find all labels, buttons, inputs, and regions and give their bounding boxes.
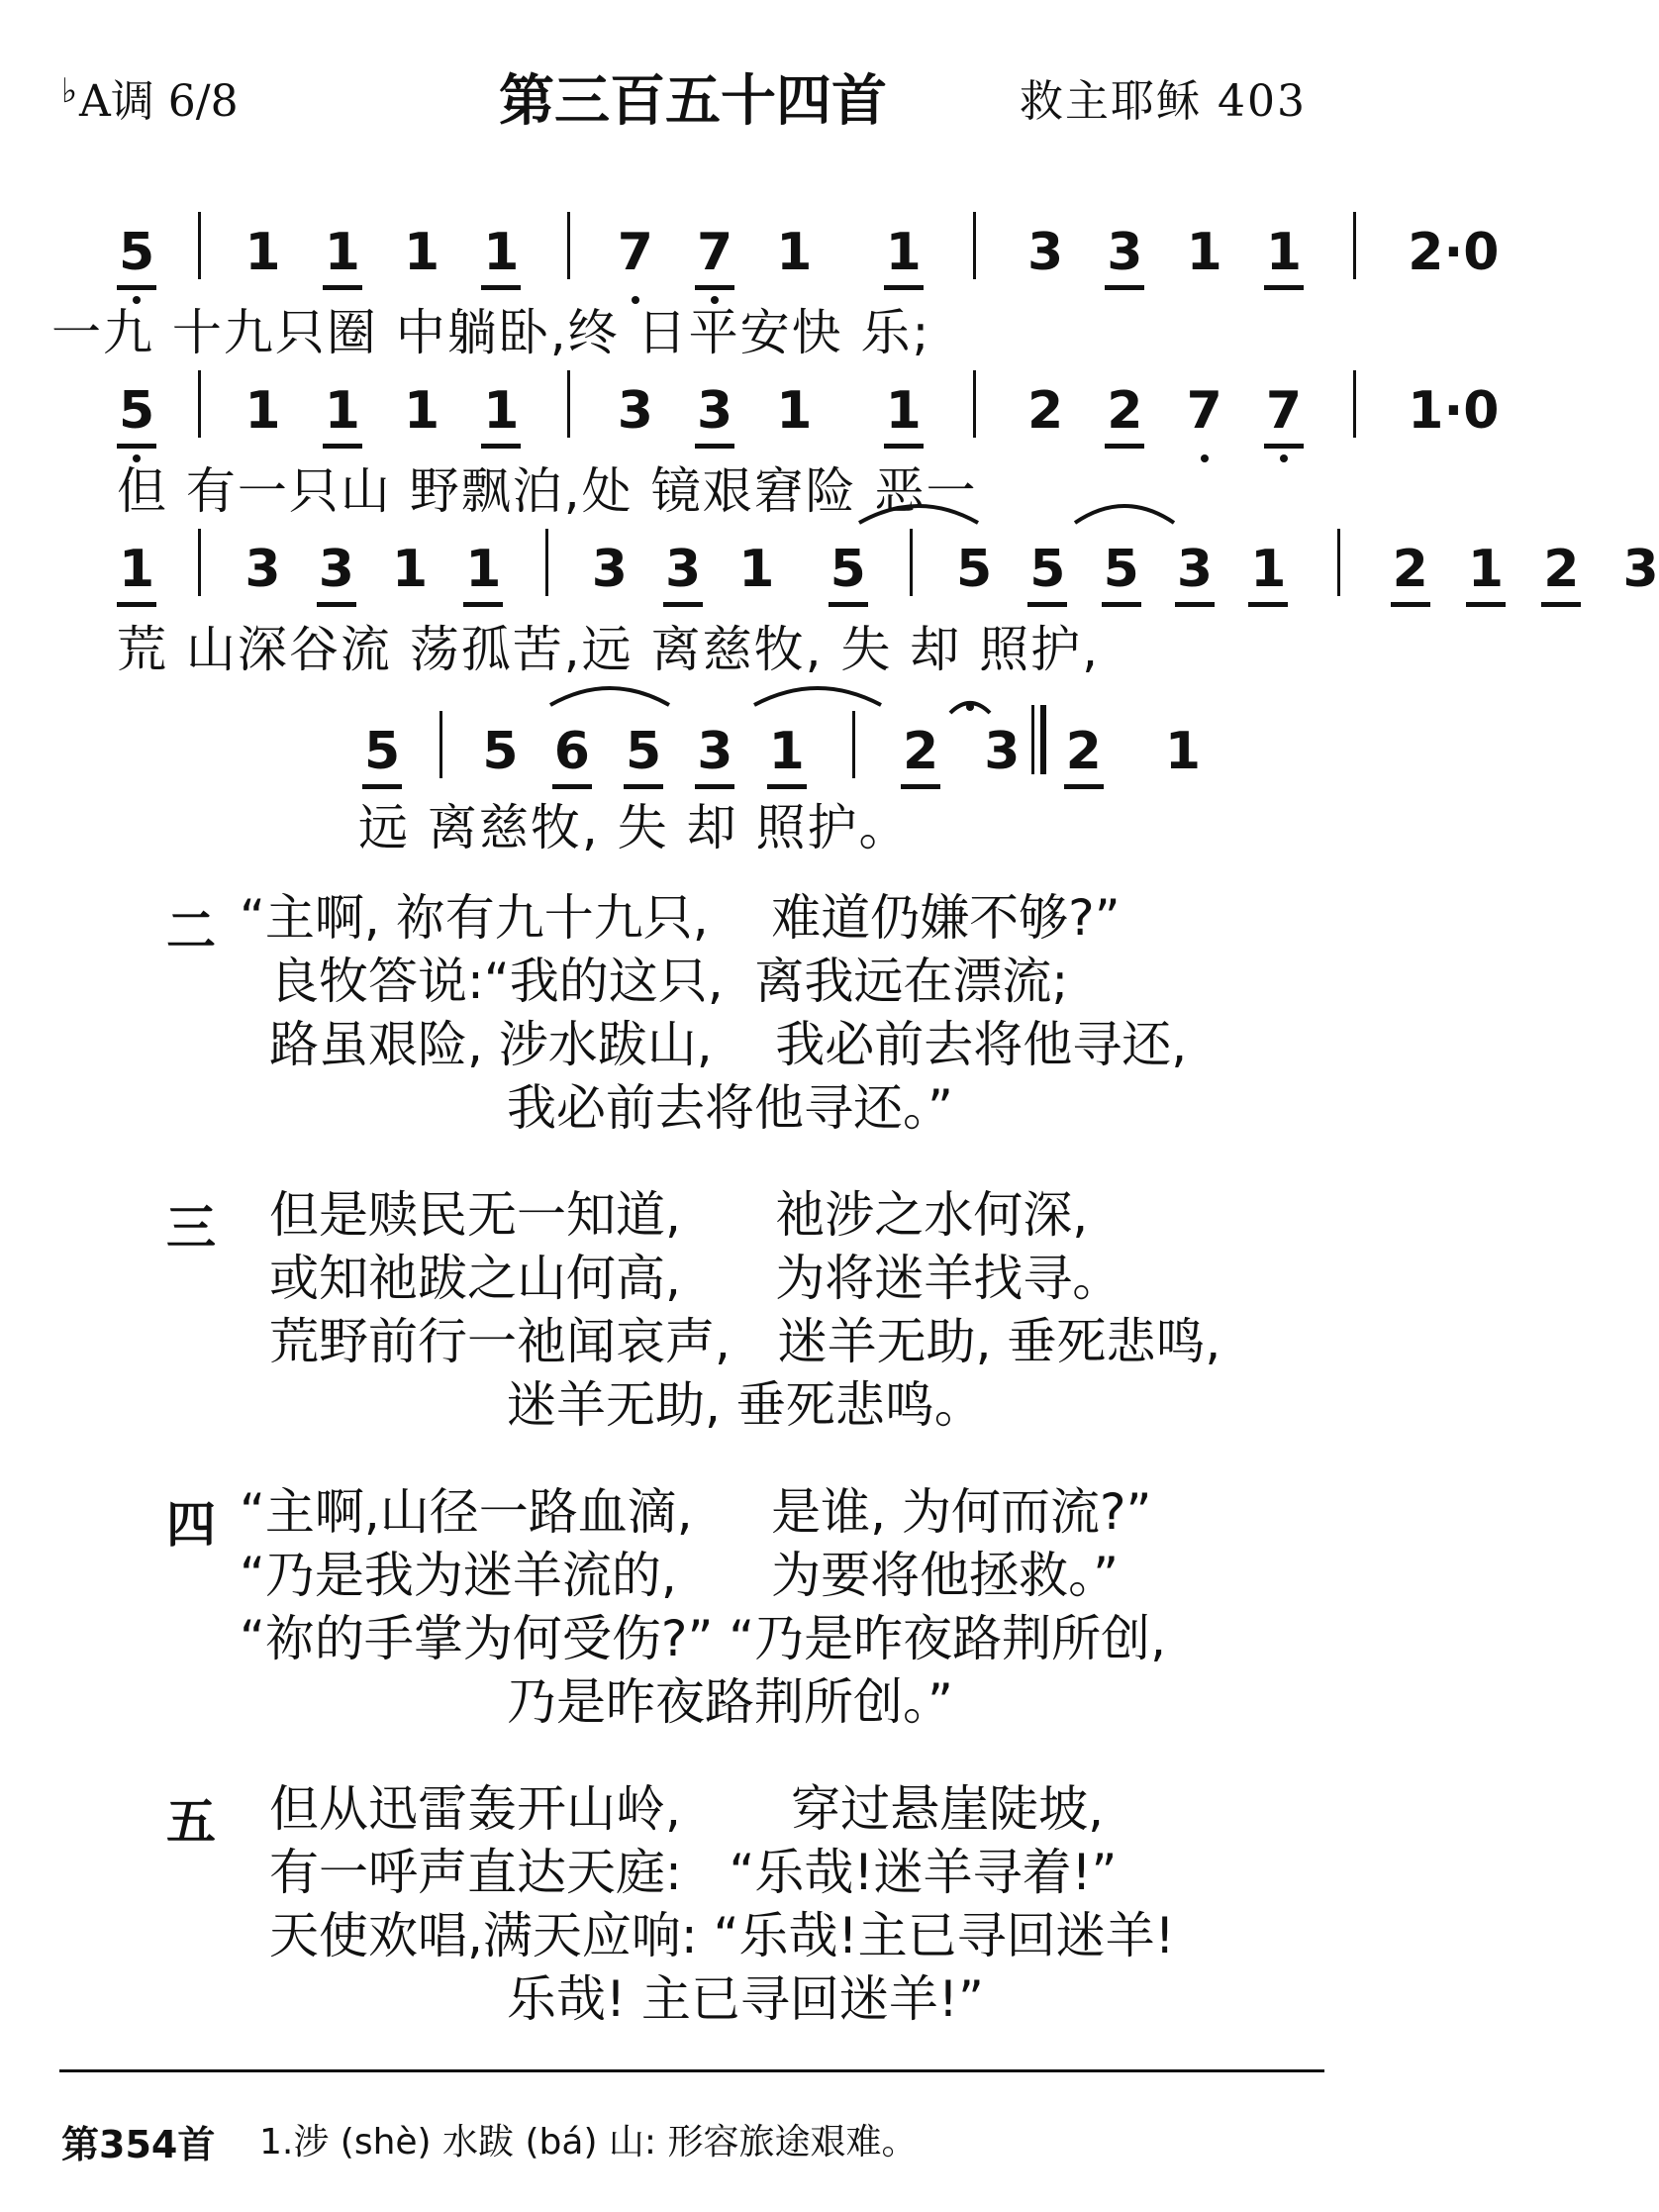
verse-line: “主啊, 祢有九十九只, 难道仍嫌不够?”	[240, 889, 1121, 947]
verse-line: “祢的手掌为何受伤?” “乃是昨夜路荆所创,	[240, 1610, 1167, 1667]
note: 1	[1250, 540, 1287, 599]
footer-hymn-number: 第354首	[61, 2123, 216, 2166]
note: 1	[119, 540, 155, 599]
slurs	[0, 0, 1386, 792]
note: 3	[1622, 540, 1659, 599]
lyrics-line-4: 远 离慈牧, 失 却 照护。	[358, 799, 911, 856]
hymn-title: 第三百五十四首	[499, 69, 887, 134]
note: 3	[244, 540, 281, 599]
note: 3	[697, 722, 733, 781]
slur	[550, 688, 669, 705]
note: 1	[324, 223, 360, 282]
note: 5	[956, 540, 993, 599]
verse-line: 乃是昨夜路荆所创。”	[507, 1673, 953, 1731]
verse-line: 我必前去将他寻还。”	[507, 1079, 953, 1137]
note: 1·0	[1408, 381, 1500, 441]
note: 7	[1265, 381, 1303, 441]
note: 2·0	[1408, 223, 1500, 282]
slur	[859, 506, 978, 523]
note: 1	[244, 381, 281, 441]
note: 5	[482, 722, 519, 781]
note: 5	[1029, 540, 1066, 599]
note: 2	[1392, 540, 1428, 599]
note: 1	[1467, 540, 1505, 599]
verse-line: “主啊,山径一路血滴, 是谁, 为何而流?”	[240, 1483, 1152, 1541]
note: 1	[483, 223, 520, 282]
note: 2	[1543, 540, 1580, 599]
verse-number: 五	[166, 1793, 216, 1851]
note: 3	[984, 722, 1021, 781]
note: 1	[1164, 722, 1202, 781]
note: 1	[404, 381, 440, 441]
note: 2	[1027, 381, 1064, 441]
verse-line: 乐哉! 主已寻回迷羊!”	[507, 1970, 984, 2028]
verse-line: 但从迅雷轰开山岭, 穿过悬崖陡坡,	[269, 1780, 1105, 1838]
verse-number: 二	[166, 902, 216, 959]
note: 1	[1186, 223, 1222, 282]
slur	[1075, 506, 1174, 523]
note: 5	[364, 722, 401, 781]
fermata-dot	[966, 703, 974, 711]
note: 1	[404, 223, 440, 282]
note: 2	[903, 722, 939, 781]
note: 2	[1065, 722, 1102, 781]
note: 1	[244, 223, 281, 282]
verse-line: 良牧答说:“我的这只, 离我远在漂流;	[269, 953, 1069, 1010]
note: 1	[483, 381, 520, 441]
note: 1	[738, 540, 775, 599]
lyrics-line-2: 但 有一只山 野飘泊,处 镜艰窘险 恶一	[117, 462, 978, 520]
note: 6	[553, 722, 590, 781]
note: 3	[617, 381, 653, 441]
note: 3	[1176, 540, 1214, 599]
note: 1	[776, 381, 813, 441]
note: 1	[885, 223, 922, 282]
note: 1	[776, 223, 813, 282]
note: 5	[1103, 540, 1139, 599]
note: 7	[697, 223, 733, 282]
note: 1	[885, 381, 922, 441]
note: 1	[324, 381, 360, 441]
note: 7	[1186, 381, 1222, 441]
note: 3	[318, 540, 354, 599]
verse-number: 四	[166, 1496, 216, 1554]
verse-line: 迷羊无助, 垂死悲鸣。	[507, 1376, 984, 1434]
note: 3	[591, 540, 628, 599]
footnote: 1.涉 (shè) 水跋 (bá) 山: 形容旅途艰难。	[259, 2122, 918, 2162]
key-signature: ♭A调 6/8	[61, 71, 239, 127]
note: 3	[665, 540, 702, 599]
section-label: 救主耶稣 403	[1020, 76, 1307, 127]
verse-line: 或知祂跋之山何高, 为将迷羊找寻。	[269, 1250, 1122, 1307]
note: 2	[1107, 381, 1143, 441]
note: 3	[1027, 223, 1064, 282]
footer-divider	[59, 2069, 1324, 2072]
note: 1	[392, 540, 429, 599]
verse-line: 有一呼声直达天庭: “乐哉!迷羊寻着!”	[269, 1844, 1118, 1901]
note: 3	[697, 381, 733, 441]
note: 5	[830, 540, 866, 599]
note: 5	[119, 381, 155, 441]
note: 3	[1107, 223, 1143, 282]
note: 1	[768, 722, 805, 781]
note: 5	[626, 722, 662, 781]
lyrics-line-3: 荒 山深谷流 荡孤苦,远 离慈牧, 失 却 照护,	[117, 621, 1101, 678]
note: 1	[1265, 223, 1303, 282]
note: 5	[119, 223, 155, 282]
slur	[754, 688, 881, 705]
note: 1	[465, 540, 502, 599]
verse-line: “乃是我为迷羊流的, 为要将他拯救。”	[240, 1547, 1120, 1604]
verse-line: 路虽艰险, 涉水跋山, 我必前去将他寻还,	[269, 1016, 1188, 1073]
verse-line: 天使欢唱,满天应响: “乐哉!主已寻回迷羊!	[269, 1907, 1175, 1964]
note: 7	[617, 223, 653, 282]
lyrics-line-1: 一九 十九只圈 中躺卧,终 日平安快 乐;	[51, 304, 931, 361]
verse-line: 荒野前行一祂闻哀声, 迷羊无助, 垂死悲鸣,	[269, 1313, 1221, 1370]
verse-number: 三	[166, 1199, 216, 1257]
verse-line: 但是赎民无一知道, 祂涉之水何深,	[269, 1186, 1089, 1244]
